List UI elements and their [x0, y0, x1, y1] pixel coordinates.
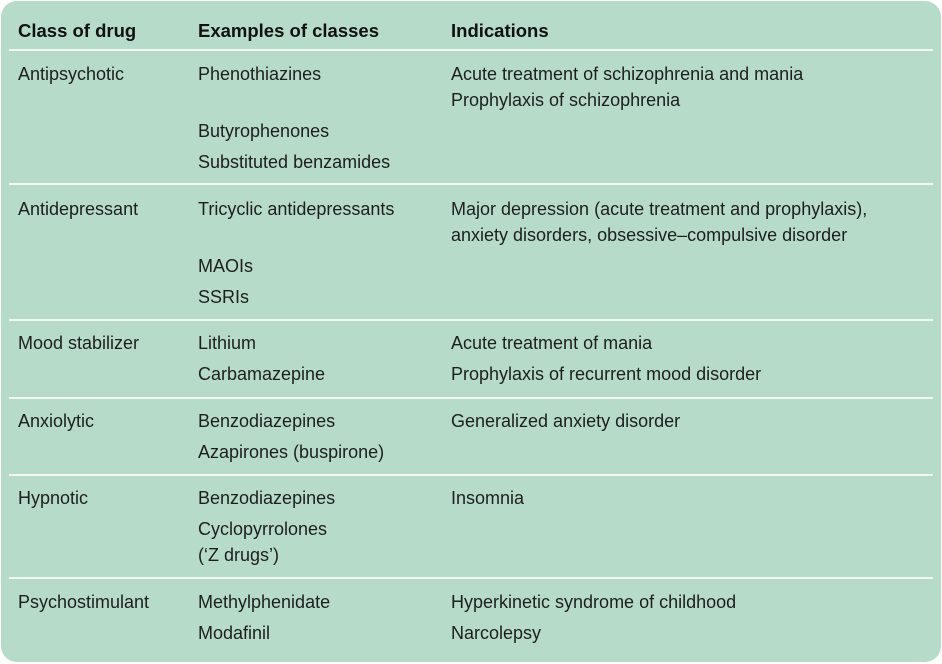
examples-cell [198, 61, 390, 175]
indication-item: Narcolepsy [451, 623, 542, 643]
examples-cell [198, 589, 330, 646]
indication-item: Insomnia [451, 488, 525, 508]
row-divider [9, 577, 933, 579]
indication-item: Acute treatment of schizophrenia and mania [451, 64, 804, 84]
drug-class-cell: Psychostimulant [18, 592, 150, 612]
example-item: SSRIs [198, 287, 250, 307]
indications-cell [451, 330, 761, 387]
example-item: Cyclopyrrolones [198, 519, 328, 539]
header-examples-of-classes: Examples of classes [198, 20, 379, 41]
example-item: Butyrophenones [198, 121, 330, 141]
indications-cell [451, 485, 524, 511]
drug-classes-table [1, 1, 941, 662]
example-item: (‘Z drugs’) [198, 545, 280, 565]
row-divider [9, 397, 933, 399]
indications-cell [451, 61, 803, 113]
example-item: Substituted benzamides [198, 152, 391, 172]
indication-item: Major depression (acute treatment and prophylaxis), [451, 199, 868, 219]
drug-class-cell: Hypnotic [18, 488, 89, 508]
indications-cell [451, 408, 680, 434]
examples-cell [198, 485, 335, 568]
example-item: Modafinil [198, 623, 271, 643]
indication-item: anxiety disorders, obsessive–compulsive disorder [451, 225, 848, 245]
example-item: Tricyclic antidepressants [198, 199, 395, 219]
drug-class-cell: Anxiolytic [18, 411, 95, 431]
example-item: Azapirones (buspirone) [198, 442, 385, 462]
examples-cell [198, 408, 384, 465]
examples-cell [198, 196, 394, 310]
example-item: Methylphenidate [198, 592, 331, 612]
row-divider [9, 319, 933, 321]
example-item: Benzodiazepines [198, 411, 336, 431]
indication-item: Hyperkinetic syndrome of childhood [451, 592, 737, 612]
indication-item: Generalized anxiety disorder [451, 411, 681, 431]
drug-class-cell: Antidepressant [18, 199, 139, 219]
example-item: Phenothiazines [198, 64, 322, 84]
examples-cell [198, 330, 325, 387]
table-header [1, 1, 941, 51]
row-divider [9, 49, 933, 51]
indications-cell [451, 589, 736, 646]
row-divider [9, 474, 933, 476]
indication-item: Prophylaxis of schizophrenia [451, 90, 681, 110]
example-item: MAOIs [198, 256, 254, 276]
indication-item: Acute treatment of mania [451, 333, 653, 353]
indication-item: Prophylaxis of recurrent mood disorder [451, 364, 762, 384]
example-item: Benzodiazepines [198, 488, 336, 508]
drug-class-cell: Antipsychotic [18, 64, 125, 84]
header-indications: Indications [451, 20, 549, 41]
example-item: Carbamazepine [198, 364, 326, 384]
header-class-of-drug: Class of drug [18, 20, 137, 41]
row-divider [9, 183, 933, 185]
drug-class-cell: Mood stabilizer [18, 333, 140, 353]
example-item: Lithium [198, 333, 257, 353]
indications-cell [451, 196, 867, 248]
